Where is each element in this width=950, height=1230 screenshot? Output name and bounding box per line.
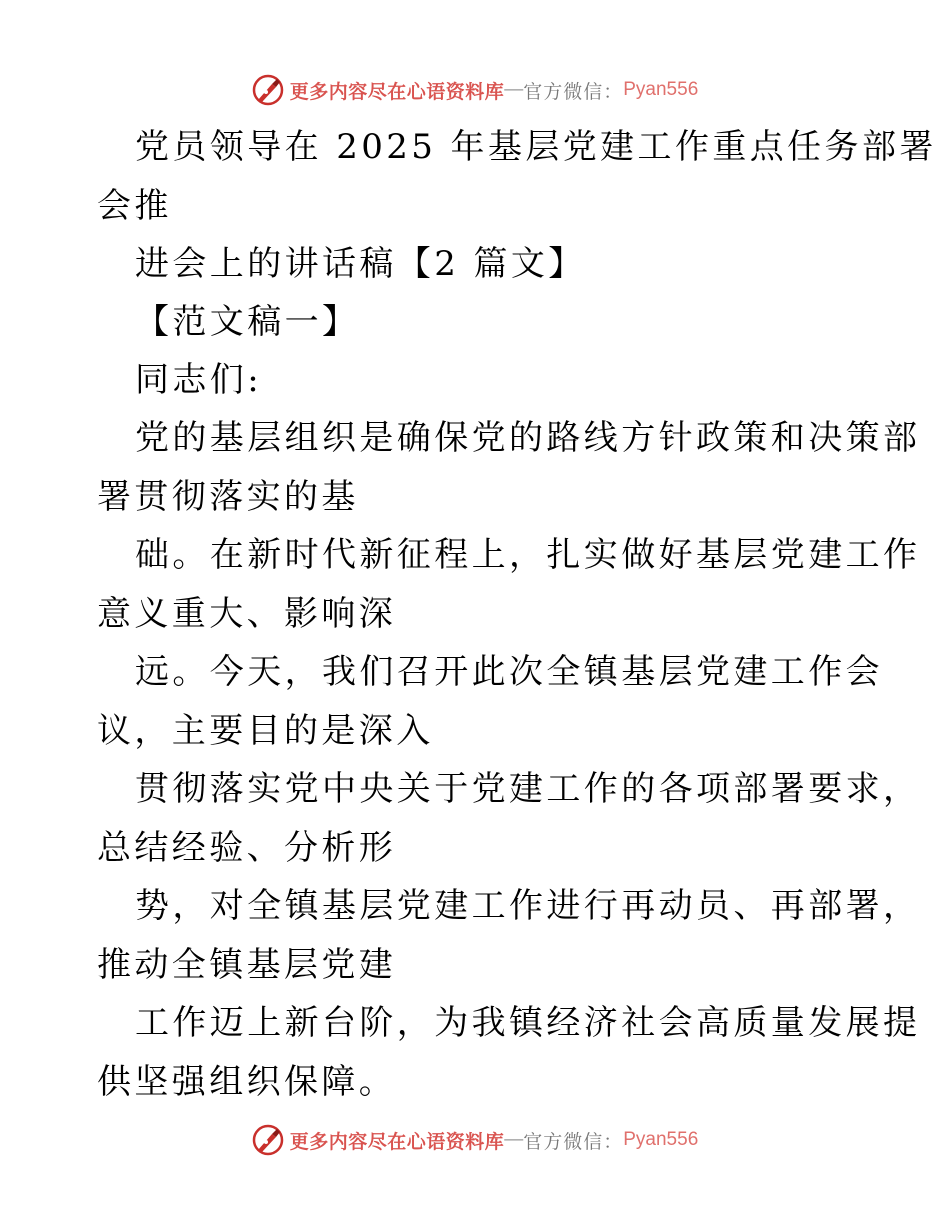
pen-logo-icon (252, 74, 284, 106)
watermark-wechat-id: Pyan556 (623, 1129, 699, 1150)
section-heading: 【范文稿一】 (135, 302, 360, 342)
paragraph-line: 意义重大、影响深 (97, 594, 397, 634)
paragraph-line: 署贯彻落实的基 (97, 477, 359, 517)
paragraph-line: 供坚强组织保障。 (97, 1062, 397, 1102)
salutation: 同志们: (135, 360, 263, 400)
watermark-wechat-id: Pyan556 (623, 79, 699, 100)
doc-title-line-3: 进会上的讲话稿【2 篇文】 (135, 244, 586, 284)
paragraph-line: 贯彻落实党中央关于党建工作的各项部署要求， (135, 769, 921, 809)
paragraph-line: 工作迈上新台阶，为我镇经济社会高质量发展提 (135, 1003, 921, 1043)
paragraph-line: 总结经验、分析形 (97, 828, 397, 868)
watermark-site-name: 更多内容尽在心语资料库 (289, 1130, 505, 1153)
paragraph-line: 党的基层组织是确保党的路线方针政策和决策部 (135, 418, 921, 458)
paragraph-line: 议，主要目的是深入 (97, 711, 434, 751)
paragraph-line: 础。在新时代新征程上，扎实做好基层党建工作 (135, 535, 921, 575)
watermark-wechat-label: 官方微信： (523, 1130, 624, 1153)
header-watermark (0, 70, 950, 110)
doc-title-line-1: 党员领导在 2025 年基层党建工作重点任务部署 (135, 127, 937, 167)
watermark-wechat-label: 官方微信： (523, 80, 624, 103)
watermark-site-name: 更多内容尽在心语资料库 (289, 80, 505, 103)
watermark-separator: — (504, 1129, 524, 1150)
watermark-separator: — (504, 79, 524, 100)
paragraph-line: 势，对全镇基层党建工作进行再动员、再部署， (135, 886, 921, 926)
footer-watermark (0, 1120, 950, 1160)
paragraph-line: 远。今天，我们召开此次全镇基层党建工作会 (135, 652, 883, 692)
pen-logo-icon (252, 1124, 284, 1156)
doc-title-line-2: 会推 (97, 186, 172, 226)
paragraph-line: 推动全镇基层党建 (97, 945, 397, 985)
